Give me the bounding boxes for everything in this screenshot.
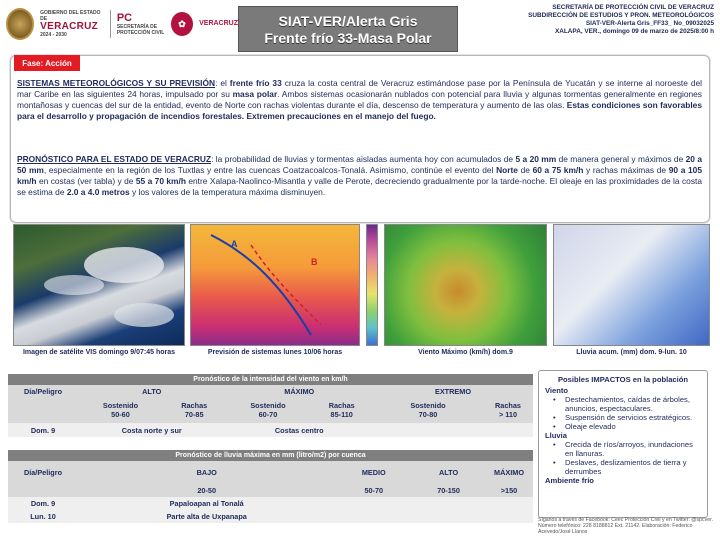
- gov-state: VERACRUZ: [40, 21, 99, 32]
- satellite-image: [13, 224, 185, 346]
- rain-range-maximo: >150: [485, 483, 533, 497]
- forecast-heading: PRONÓSTICO PARA EL ESTADO DE VERACRUZ: [17, 154, 212, 164]
- label: Sostenido: [410, 401, 446, 410]
- text-span: de: [517, 165, 533, 175]
- alert-title: [238, 6, 458, 52]
- text-bold: frente frío 33: [229, 78, 282, 88]
- wind-ext-sost: [373, 397, 483, 423]
- rain-range-alto: 70-150: [412, 483, 485, 497]
- text-span: y rachas máximas de: [583, 165, 669, 175]
- text-bold: 2.0 a 4.0 metros: [66, 187, 130, 197]
- value: 50-60: [111, 410, 130, 419]
- value: 85-110: [330, 410, 353, 419]
- systems-paragraph: [17, 78, 702, 122]
- wind-col-extremo: EXTREMO: [373, 385, 533, 397]
- alert-title-line1: SIAT-VER/Alerta Gris: [278, 13, 418, 29]
- gov-line: GOBIERNO DEL ESTADO DE: [40, 10, 101, 22]
- wind-row-maximo: Costas centro: [225, 423, 373, 437]
- issuer-line3: SIAT-VER-Alerta Gris_FF33_ No_09032025: [585, 20, 714, 27]
- rain-col-day: Día/Peligro: [8, 461, 78, 483]
- text-bold: 55 a 70 km/h: [135, 176, 186, 186]
- wind-alto-sost: [78, 397, 163, 423]
- text-bold: masa polar: [232, 89, 278, 99]
- systems-heading: SISTEMAS METEOROLÓGICOS Y SU PREVISIÓN: [17, 78, 216, 88]
- text-bold: 60 a 75 km/h: [532, 165, 584, 175]
- list-item: • Crecida de ríos/arroyos, inundaciones en llanuras.: [551, 440, 701, 458]
- wind-alto-rachas: [163, 397, 226, 423]
- wind-caption: Viento Máximo (km/h) dom.9: [418, 349, 513, 356]
- text-span: . Ambos sistemas ocasionarán nublados con potencial para lluvia y algunas tormentas generalmente en regiones montañosas y cuencas del sur de la entidad, evento de Norte con rachas violentas durante el día, descenso de temperatura y aumento de las olas.: [17, 89, 702, 110]
- pc-text: SECRETARÍA DE PROTECCIÓN CIVIL: [116, 23, 165, 36]
- alert-title-line2: Frente frío 33-Masa Polar: [264, 30, 432, 46]
- phase-badge: Fase: Acción: [14, 55, 80, 71]
- forecast-paragraph: [17, 154, 702, 198]
- wind-max-map: [384, 224, 547, 346]
- wind-max-sost: [225, 397, 310, 423]
- wind-ext-rachas: [483, 397, 533, 423]
- label: Rachas: [328, 401, 355, 410]
- ver-logo-text: VERACRUZ: [199, 20, 238, 27]
- impacts-wind-list: [551, 395, 701, 431]
- list-item: • Suspensión de servicios estratégicos.: [551, 413, 701, 422]
- pc-logo: [117, 13, 165, 36]
- text-span: en costas (ver tabla) y de: [36, 176, 136, 186]
- gov-years: 2024 - 2030: [40, 32, 67, 38]
- rain-range-bajo: 20-50: [78, 483, 335, 497]
- wind-max-rachas: [310, 397, 373, 423]
- rain-row-day: Lun. 10: [8, 510, 78, 523]
- issuer-line2: SUBDIRECCIÓN DE ESTUDIOS Y PRON. METEOROLÓGICOS: [528, 12, 714, 19]
- label: Rachas: [181, 401, 208, 410]
- text-bold: 20 a 50 mm: [17, 154, 702, 175]
- wind-col-day: Día/Peligro: [8, 385, 78, 397]
- rain-table: [8, 450, 533, 523]
- satellite-caption: Imagen de satélite VIS domingo 9/07:45 horas: [22, 349, 176, 356]
- rain-row-bajo: Parte alta de Uxpanapa: [78, 510, 335, 523]
- wind-table-title: Pronóstico de la intensidad del viento en km/h: [8, 374, 533, 385]
- list-item: • Deslaves, deslizamientos de tierra y derrumbes: [551, 458, 701, 476]
- rain-col-maximo: MÁXIMO: [485, 461, 533, 483]
- rain-row-day: Dom. 9: [8, 497, 78, 510]
- value: > 110: [498, 410, 518, 419]
- rain-col-alto: ALTO: [412, 461, 485, 483]
- text-span: de manera general y máximos de: [556, 154, 686, 164]
- label: Sostenido: [102, 401, 139, 410]
- list-item: • Destechamientos, caídas de árboles, anuncios, espectaculares.: [551, 395, 701, 413]
- wind-col-alto: ALTO: [78, 385, 225, 397]
- wind-row-alto: Costa norte y sur: [78, 423, 225, 437]
- rain-row-bajo: Papaloapan al Tonalá: [78, 497, 335, 510]
- rain-col-medio: MEDIO: [335, 461, 412, 483]
- wind-colorbar: [366, 224, 378, 346]
- government-logo: [40, 10, 104, 38]
- text-span: cruza la costa central de Veracruz estimándose pase por la Península de Yucatán y se interne al noroeste del mar Caribe en las siguientes 24 horas, impulsado por su: [17, 78, 703, 99]
- svg-text:A: A: [231, 239, 238, 249]
- value: 70-85: [184, 410, 204, 419]
- list-item: • Oleaje elevado: [551, 422, 701, 431]
- label: Rachas: [495, 401, 521, 410]
- text-bold: Norte: [496, 165, 518, 175]
- wind-col-maximo: MÁXIMO: [225, 385, 373, 397]
- text-span: : la probabilidad de lluvias y tormentas aisladas aumenta hoy con acumulados de: [211, 154, 516, 164]
- footer-contact: Síganos a través de Facebook: Ceec Protección Civil y en Twitter: @spcver. Número telefónico: 228 8188812 Ext. 21142. Elaboración: Federico Acevedo/José Llanos: [538, 517, 713, 535]
- front-lines-icon: [191, 225, 359, 345]
- systems-caption: Previsión de sistemas lunes 10/06 horas: [207, 349, 343, 356]
- impacts-wind-heading: Viento: [545, 386, 569, 395]
- systems-forecast-map: [190, 224, 360, 346]
- pc-mark: PC: [116, 11, 133, 24]
- satellite-clouds-icon: [14, 225, 184, 345]
- text-bold: 90 a 105 km/h: [17, 165, 702, 186]
- impacts-rain-heading: Lluvia: [545, 431, 567, 440]
- header-logos: [6, 6, 238, 42]
- impacts-title: Posibles IMPACTOS en la población: [557, 375, 689, 384]
- rain-accum-map: [553, 224, 710, 346]
- impacts-box: [538, 370, 708, 518]
- text-bold: 5 a 20 mm: [515, 154, 557, 164]
- impacts-rain-list: [551, 440, 701, 476]
- issuer-line1: SECRETARÍA DE PROTECCIÓN CIVIL DE VERACRUZ: [552, 4, 714, 11]
- impacts-cold-heading: Ambiente frío: [545, 476, 594, 485]
- wind-row-day: Dom. 9: [8, 423, 78, 437]
- text-span: , especialmente en la región de los Tuxtlas y entre las cuencas Coatzacoalcos-Tonalá. Asimismo, continúe el evento del: [43, 165, 497, 175]
- text-span: entre Xalapa-Naolinco-Misantla y valle de Perote, decreciendo gradualmente por la tarde-noche. El oleaje en las proximidades de la costa se estima de: [17, 176, 702, 197]
- text-span: y los valores de la temperatura máxima disminuyen.: [129, 187, 326, 197]
- label: Sostenido: [250, 401, 286, 410]
- rain-col-bajo: BAJO: [78, 461, 335, 483]
- rain-caption: Lluvia acum. (mm) dom. 9-lun. 10: [576, 349, 687, 356]
- rain-range-medio: 50-70: [335, 483, 412, 497]
- state-seal-icon: [6, 8, 34, 40]
- issuer-info: [462, 4, 714, 36]
- value: 60-70: [258, 410, 278, 419]
- value: 70-80: [418, 410, 438, 419]
- svg-text:B: B: [311, 257, 318, 267]
- issuer-line4: XALAPA, VER., domingo 09 de marzo de 2025/8:00 h: [555, 28, 714, 35]
- wind-table: [8, 374, 533, 437]
- rain-table-title: Pronóstico de lluvia máxima en mm (litro/m2) por cuenca: [8, 450, 533, 461]
- text-bold: Estas condiciones son favorables para el desarrollo y propagación de incendios forestales. Extremen precauciones en el manejo del fuego.: [17, 100, 702, 121]
- veracruz-badge-icon: ✿: [171, 12, 193, 36]
- text-span: : el: [215, 78, 230, 88]
